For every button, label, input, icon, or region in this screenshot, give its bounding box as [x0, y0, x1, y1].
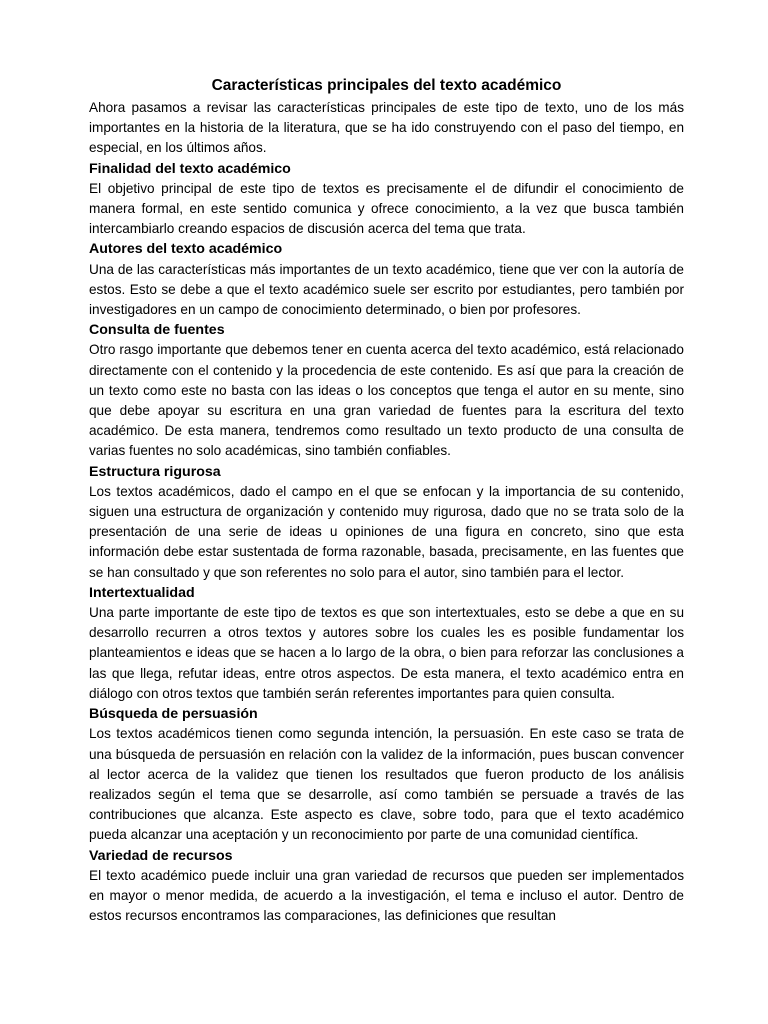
- section-heading-consulta-fuentes: Consulta de fuentes: [89, 322, 225, 339]
- section-body-recursos: El texto académico puede incluir una gran variedad de recursos que pueden ser implementados en mayor o menor medida, de acuerdo a la investigación, el tema e incluso el autor. Dentro de estos recursos encontramos las comparaciones, las definiciones que resultan: [89, 867, 684, 924]
- section-heading-recursos: Variedad de recursos: [89, 847, 233, 864]
- section-heading-autores: Autores del texto académico: [89, 241, 283, 258]
- section-heading-persuasion: Búsqueda de persuasión: [89, 706, 258, 723]
- document-title: Características principales del texto académico: [211, 77, 562, 94]
- section-body-autores: Una de las características más importantes de un texto académico, tiene que ver con la autoría de estos. Esto se debe a que el texto académico suele ser escrito por estudiantes, pero también por investigadores en un campo de conocimiento determinado, o bien por profesores.: [89, 261, 684, 318]
- section-body-intertextualidad: Una parte importante de este tipo de textos es que son intertextuales, esto se debe a que en su desarrollo recurren a otros textos y autores sobre los cuales les es posible fundamentar los planteamientos e ideas que se hacen a lo largo de la obra, o bien para reforzar las conclusiones a las que llega, refutar ideas, entre otros aspectos. De esta manera, el texto académico entra en diálogo con otros textos que también serán referentes importantes para quien consulta.: [89, 605, 684, 701]
- section-heading-intertextualidad: Intertextualidad: [89, 584, 195, 601]
- section-body-persuasion: Los textos académicos tienen como segunda intención, la persuasión. En este caso se trata de una búsqueda de persuasión en relación con la validez de la información, pues buscan convencer al lector acerca de la validez que tienen los resultados que fueron producto de los análisis realizados según el tema que se desarrolle, así como también se persuade a través de las contribuciones que alcanza. Este aspecto es clave, sobre todo, para que el texto académico pueda alcanzar una aceptación y un reconocimiento por parte de una comunidad científica.: [89, 726, 684, 843]
- section-body-estructura: Los textos académicos, dado el campo en el que se enfocan y la importancia de su contenido, siguen una estructura de organización y contenido muy rigurosa, dado que no se trata solo de la presentación de una serie de ideas u opiniones de una figura en concreto, sino que esta información debe estar sustentada de forma razonable, basada, precisamente, en las fuentes que se han consultado y que son referentes no solo para el autor, sino también para el lector.: [89, 483, 684, 580]
- intro-paragraph: Ahora pasamos a revisar las características principales de este tipo de texto, uno de los más importantes en la historia de la literatura, que se ha ido construyendo con el paso del tiempo, en especial, en los últimos años.: [89, 100, 684, 156]
- section-body-consulta-fuentes: Otro rasgo importante que debemos tener en cuenta acerca del texto académico, está relacionado directamente con el contenido y la procedencia de este contenido. Es así que para la creación de un texto como este no basta con las ideas o los conceptos que tenga el autor en su mente, sino que debe apoyar su escritura en una gran variedad de fuentes para la escritura del texto académico. De esta manera, tendremos como resultado un texto producto de una consulta de varias fuentes no solo académicas, sino también confiables.: [89, 342, 684, 459]
- section-heading-finalidad: Finalidad del texto académico: [89, 160, 291, 177]
- section-body-finalidad: El objetivo principal de este tipo de textos es precisamente el de difundir el conocimiento de manera formal, en este sentido comunica y ofrece conocimiento, a la vez que busca también intercambiarlo creando espacios de discusión acerca del tema que trata.: [89, 180, 684, 237]
- section-heading-estructura: Estructura rigurosa: [89, 463, 221, 480]
